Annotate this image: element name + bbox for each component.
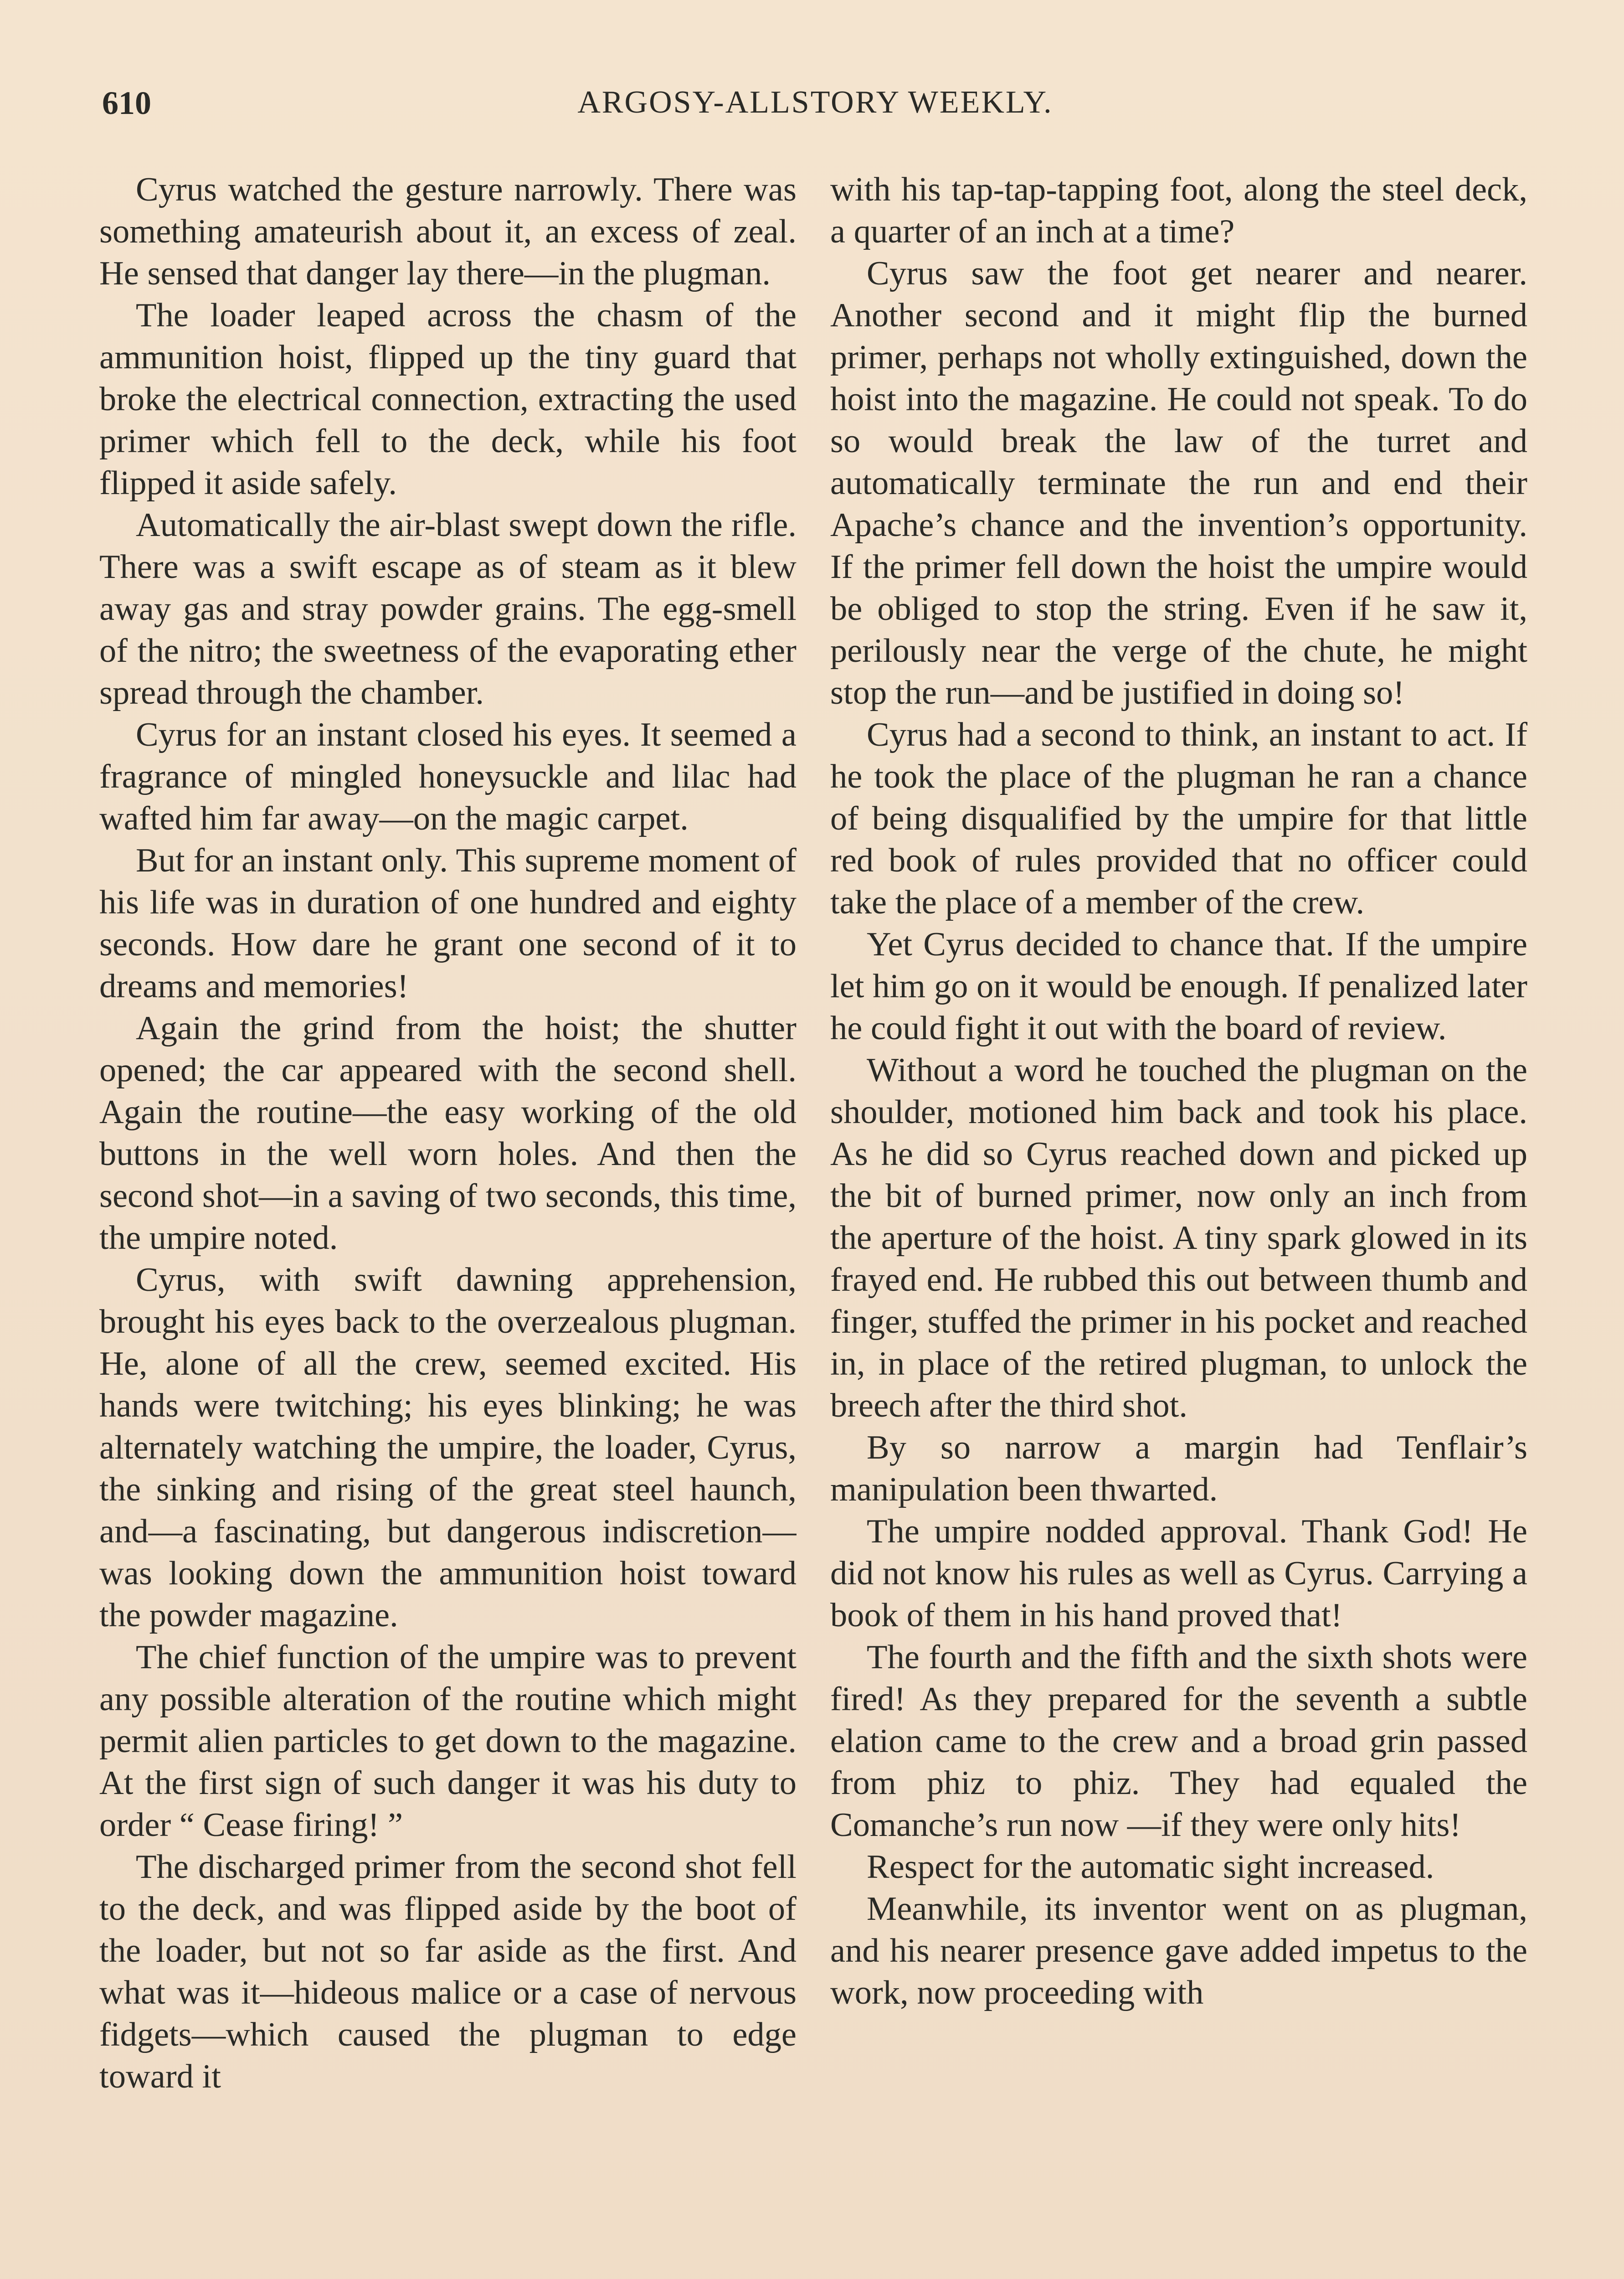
left-column (99, 169, 797, 2279)
paragraph-continued: with his tap-tap-tapping foot, along the steel deck, a quarter of an inch at a time? (830, 171, 1527, 250)
paragraph: Automatically the air-blast swept down the rifle. There was a swift escape as of steam as it blew away gas and stray powder grains. The egg-smell of the nitro; the sweetness of the evaporating ether spread through the chamber. (99, 506, 797, 712)
paragraph: Yet Cyrus decided to chance that. If the umpire let him go on it would be enough. If penalized later he could fight it out with the board of review. (830, 926, 1527, 1047)
paragraph: Cyrus watched the gesture narrowly. There was something amateurish about it, an excess of zeal. He sensed that danger lay there—in the plugman. (99, 171, 797, 292)
page-header (102, 84, 1528, 139)
paragraph: The discharged primer from the second shot fell to the deck, and was flipped aside by the boot of the loader, but not so far aside as the first. And what was it—hideous malice or a case of nervous fidgets—which caused the plugman to edge toward it (99, 1848, 797, 2095)
paragraph: Without a word he touched the plugman on the shoulder, motioned him back and took his place. As he did so Cyrus reached down and picked up the bit of burned primer, now only an inch from the aperture of the hoist. A tiny spark glowed in its frayed end. He rubbed this out between thumb and finger, stuffed the primer in his pocket and reached in, in place of the retired plugman, to unlock the breech after the third shot. (830, 1052, 1527, 1424)
paragraph: The umpire nodded approval. Thank God! He did not know his rules as well as Cyrus. Carrying a book of them in his hand proved that! (830, 1513, 1527, 1634)
paragraph: Respect for the automatic sight increased. (867, 1848, 1434, 1886)
paragraph: Cyrus for an instant closed his eyes. It seemed a fragrance of mingled honeysuckle and lilac had wafted him far away—on the magic carpet. (99, 716, 797, 837)
paragraph: Cyrus saw the foot get nearer and nearer. Another second and it might flip the burned primer, perhaps not wholly extinguished, down the hoist into the magazine. He could not speak. To do so would break the law of the turret and automatically terminate the run and end their Apache’s chance and the invention’s opportunity. If the primer fell down the hoist the umpire would be obliged to stop the string. Even if he saw it, perilously near the verge of the chute, he might stop the run—and be justified in doing so! (830, 255, 1527, 712)
paragraph: Meanwhile, its inventor went on as plugman, and his nearer presence gave added impetus to the work, now proceeding with (830, 1890, 1527, 2011)
paragraph: The fourth and the fifth and the sixth shots were fired! As they prepared for the seventh a subtle elation came to the crew and a broad grin passed from phiz to phiz. They had equaled the Comanche’s run now —if they were only hits! (830, 1639, 1527, 1844)
paragraph: Again the grind from the hoist; the shutter opened; the car appeared with the second shell. Again the routine—the easy working of the old buttons in the well worn holes. And then the second shot—in a saving of two seconds, this time, the umpire noted. (99, 1010, 797, 1257)
paragraph: Cyrus had a second to think, an instant to act. If he took the place of the plugman he ran a chance of being disqualified by the umpire for that little red book of rules provided that no officer could take the place of a member of the crew. (830, 716, 1527, 921)
paragraph: The loader leaped across the chasm of the ammunition hoist, flipped up the tiny guard that broke the electrical connection, extracting the used primer which fell to the deck, while his foot flipped it aside safely. (99, 297, 797, 502)
page-number: 610 (102, 85, 151, 121)
paragraph: By so narrow a margin had Tenflair’s manipulation been thwarted. (830, 1429, 1527, 1508)
paragraph: The chief function of the umpire was to prevent any possible alteration of the routine which might permit alien particles to get down to the magazine. At the first sign of such danger it was his duty to order “ Cease firing! ” (99, 1639, 797, 1844)
paragraph: But for an instant only. This supreme moment of his life was in duration of one hundred and eighty seconds. How dare he grant one second of it to dreams and memories! (99, 842, 797, 1005)
right-column (830, 169, 1527, 2279)
running-head: ARGOSY-ALLSTORY WEEKLY. (577, 85, 1053, 120)
paragraph: Cyrus, with swift dawning apprehension, brought his eyes back to the overzealous plugman. He, alone of all the crew, seemed excited. His hands were twitching; his eyes blinking; he was alternately watching the umpire, the loader, Cyrus, the sinking and rising of the great steel haunch, and—a fascinating, but dangerous indiscretion—was looking down the ammunition hoist toward the powder magazine. (99, 1261, 797, 1634)
